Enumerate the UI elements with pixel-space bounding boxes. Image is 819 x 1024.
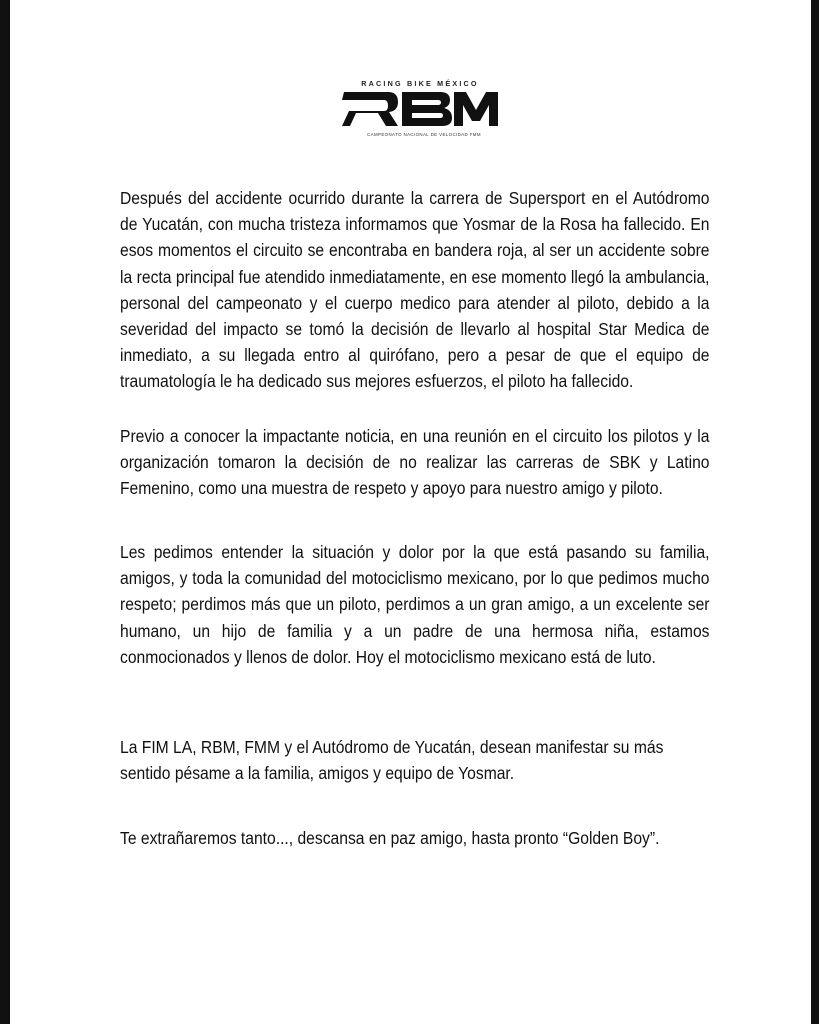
paragraph-text: Les pedimos entender la situación y dolor por la que está pasando su familia, amigos, y toda la comunidad del motociclismo mexicano, por lo que pedimos mucho respeto; perdimos más que un piloto, perdimos a un gran amigo, a un excelente ser humano, un hijo de familia y a un padre de una hermosa niña, estamos conmocionados y llenos de dolor. Hoy el motociclismo mexicano está de luto. xyxy=(120,542,710,667)
paragraph-farewell xyxy=(120,825,660,851)
logo-bottom-text: CAMPEONATO NACIONAL DE VELOCIDAD FMM xyxy=(367,132,481,137)
paragraph-text: Previo a conocer la impactante noticia, en una reunión en el circuito los pilotos y la organización tomaron la decisión de no realizar las carreras de SBK y Latino Femenino, como una muestra de respeto y apoyo para nuestro amigo y piloto. xyxy=(120,426,710,499)
paragraph-accident xyxy=(120,185,710,395)
paragraph-text: Te extrañaremos tanto..., descansa en paz amigo, hasta pronto “Golden Boy”. xyxy=(120,828,660,848)
paragraph-request xyxy=(120,539,710,670)
paragraph-condolences xyxy=(120,734,664,786)
rbm-mark-icon xyxy=(342,92,498,126)
paragraph-text: Después del accidente ocurrido durante la carrera de Supersport en el Autódromo de Yucatán, con mucha tristeza informamos que Yosmar de la Rosa ha fallecido. En esos momentos el circuito se encontraba en bandera roja, al ser un accidente sobre la recta principal fue atendido inmediatamente, en ese momento llegó la ambulancia, personal del campeonato y el cuerpo medico para atender al piloto, debido a la severidad del impacto se tomó la decisión de llevarlo al hospital Star Medica de inmediato, a su llegada entro al quirófano, pero a pesar de que el equipo de traumatología le ha dedicado sus mejores esfuerzos, el piloto ha fallecido. xyxy=(120,188,710,392)
rbm-logo xyxy=(340,78,500,140)
paragraph-decision xyxy=(120,423,710,502)
logo-top-text: RACING BIKE MÉXICO xyxy=(361,79,479,88)
paragraph-text: La FIM LA, RBM, FMM y el Autódromo de Yucatán, desean manifestar su más sentido pésame a la familia, amigos y equipo de Yosmar. xyxy=(120,737,664,784)
